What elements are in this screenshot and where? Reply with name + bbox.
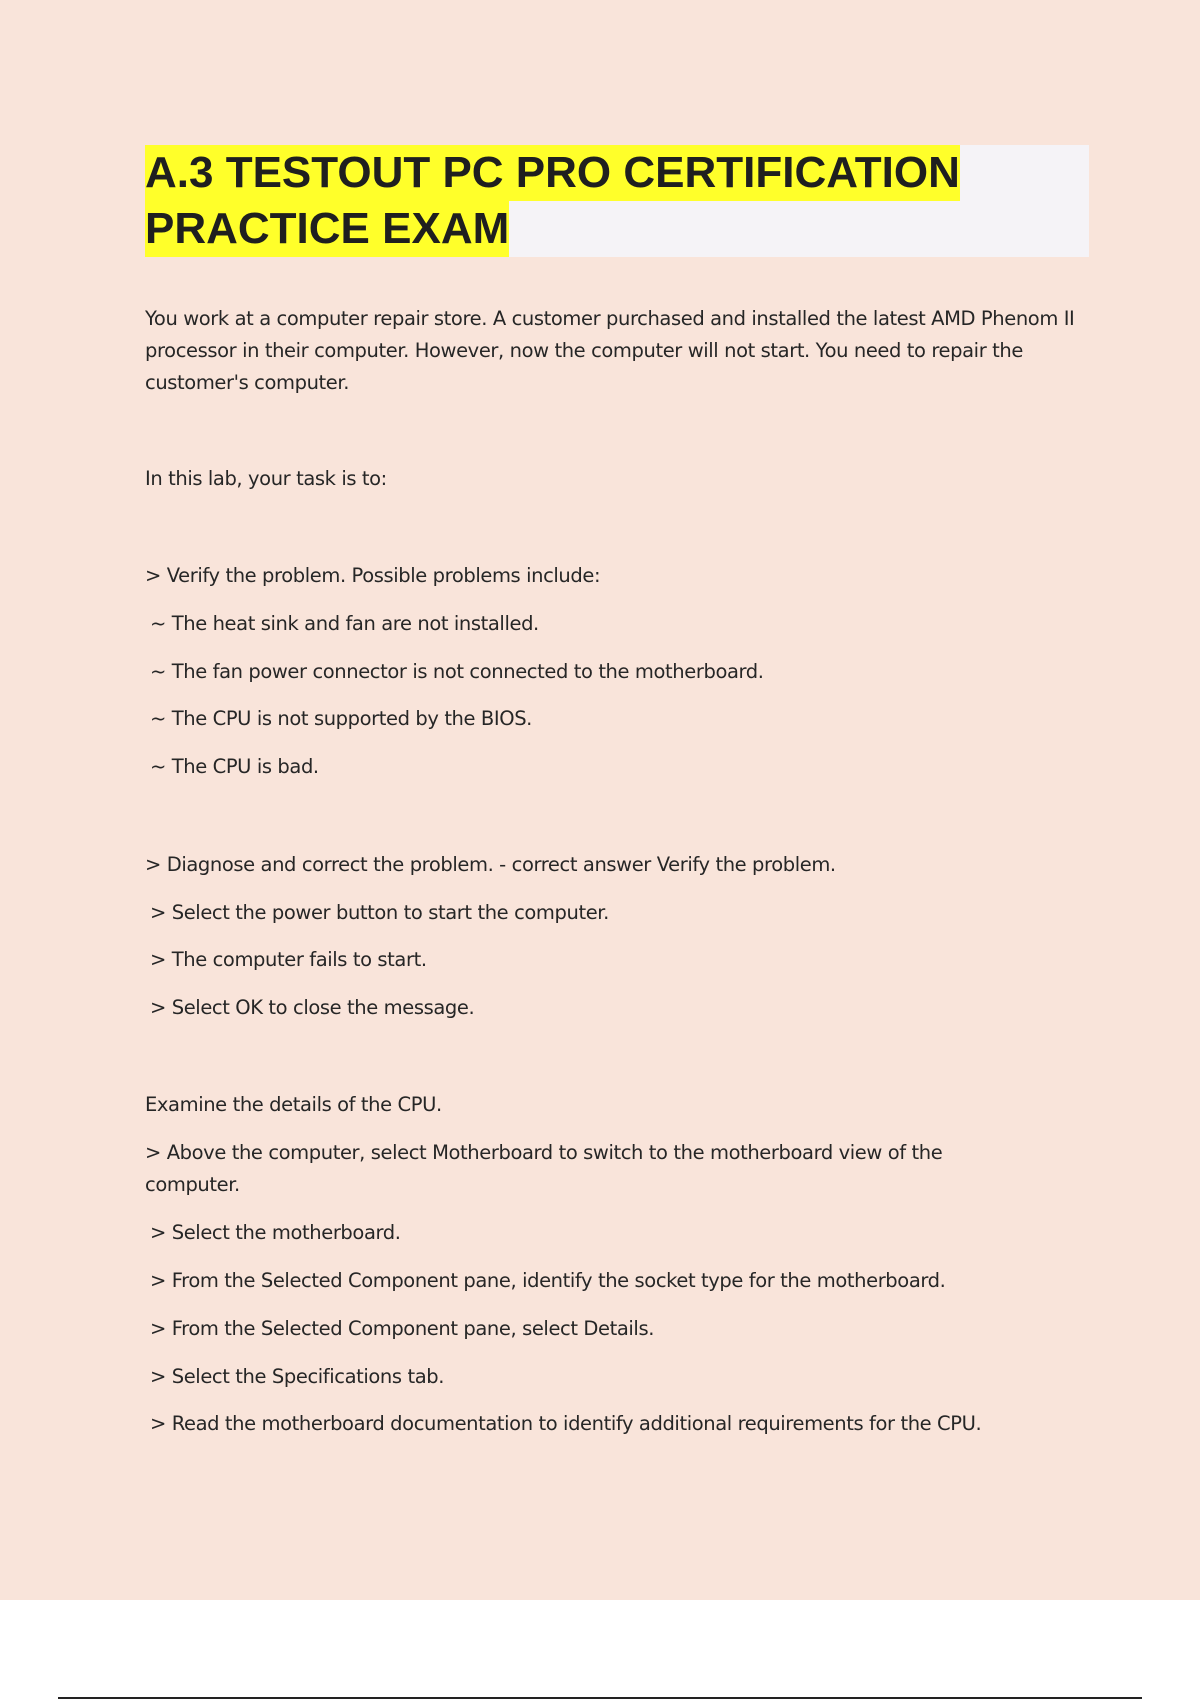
problem-item: ~ The CPU is not supported by the BIOS. — [150, 707, 532, 730]
examine-step: > From the Selected Component pane, select Details. — [150, 1317, 655, 1340]
examine-step: > Select the Specifications tab. — [150, 1365, 445, 1388]
intro-paragraph: You work at a computer repair store. A customer purchased and installed the latest AMD Phenom II processor in their computer. However, now the computer will not start. You need to repair the customer's computer. — [145, 307, 1075, 394]
verify-heading: > Verify the problem. Possible problems include: — [145, 564, 601, 587]
examine-heading: Examine the details of the CPU. — [145, 1093, 442, 1116]
problem-item: ~ The CPU is bad. — [150, 755, 319, 778]
diagnose-line: > Diagnose and correct the problem. - correct answer Verify the problem. — [145, 853, 836, 876]
examine-step: > From the Selected Component pane, identify the socket type for the motherboard. — [150, 1269, 946, 1292]
examine-step: > Select the motherboard. — [150, 1221, 401, 1244]
verify-step: > Select the power button to start the computer. — [150, 901, 609, 924]
task-intro: In this lab, your task is to: — [145, 467, 387, 490]
document-title-line-2: PRACTICE EXAM — [145, 201, 509, 257]
verify-step: > Select OK to close the message. — [150, 996, 475, 1019]
footer-rule — [58, 1697, 1142, 1699]
problem-item: ~ The fan power connector is not connected to the motherboard. — [150, 660, 764, 683]
problem-item: ~ The heat sink and fan are not installed. — [150, 612, 539, 635]
examine-step: > Read the motherboard documentation to identify additional requirements for the CPU. — [150, 1412, 982, 1435]
examine-step: > Above the computer, select Motherboard to switch to the motherboard view of the computer. — [145, 1141, 943, 1196]
document-title-line-1: A.3 TESTOUT PC PRO CERTIFICATION — [145, 145, 960, 201]
verify-step: > The computer fails to start. — [150, 948, 427, 971]
